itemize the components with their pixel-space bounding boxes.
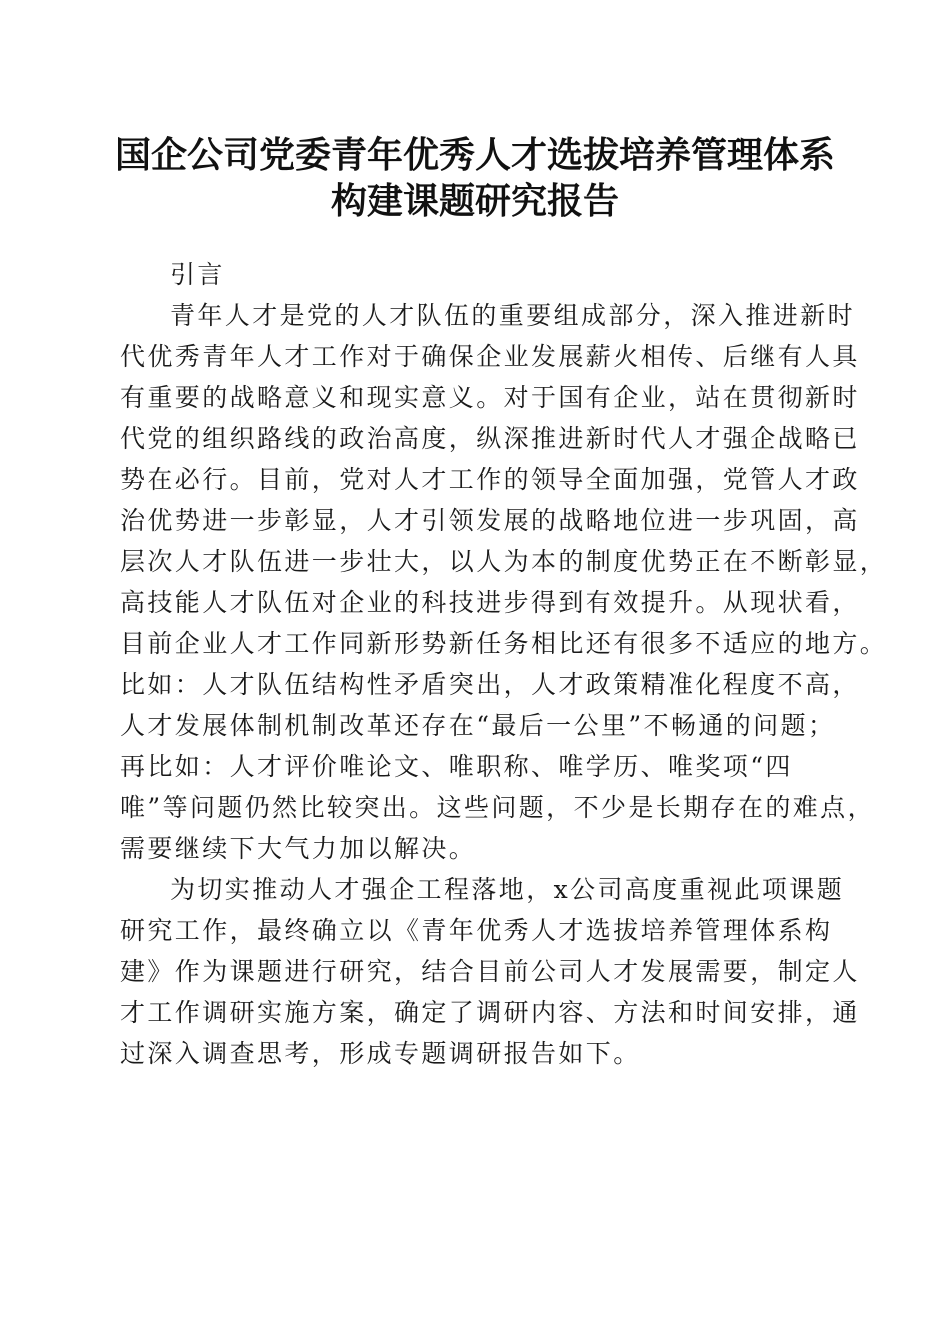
section-heading: 引言: [170, 260, 225, 289]
paragraph-1: [120, 295, 888, 869]
paragraph-line: 比如：人才队伍结构性矛盾突出，人才政策精准化程度不高，: [120, 670, 860, 699]
paragraph-line: 唯”等问题仍然比较突出。这些问题，不少是长期存在的难点，: [120, 793, 875, 822]
title-line-2: 构建课题研究报告: [330, 180, 619, 222]
paragraph-line: 人才发展体制机制改革还存在“最后一公里”不畅通的问题；: [120, 711, 836, 740]
paragraph-line: 为切实推动人才强企工程落地，x公司高度重视此项课题: [170, 875, 845, 904]
paragraph-line: 才工作调研实施方案，确定了调研内容、方法和时间安排，通: [120, 998, 860, 1027]
paragraph-line: 青年人才是党的人才队伍的重要组成部分，深入推进新时: [170, 301, 856, 330]
paragraph-line: 需要继续下大气力加以解决。: [120, 834, 477, 863]
paragraph-line: 有重要的战略意义和现实意义。对于国有企业，站在贯彻新时: [120, 383, 860, 412]
paragraph-line: 势在必行。目前，党对人才工作的领导全面加强，党管人才政: [120, 465, 860, 494]
title-line-1: 国企公司党委青年优秀人才选拔培养管理体系: [114, 134, 835, 176]
paragraph-line: 高技能人才队伍对企业的科技进步得到有效提升。从现状看，: [120, 588, 860, 617]
paragraph-line: 代优秀青年人才工作对于确保企业发展薪火相传、后继有人具: [120, 342, 860, 371]
paragraph-line: 代党的组织路线的政治高度，纵深推进新时代人才强企战略已: [120, 424, 860, 453]
paragraph-2: [120, 869, 860, 1074]
document-body: [120, 254, 888, 1074]
paragraph-line: 建》作为课题进行研究，结合目前公司人才发展需要，制定人: [120, 957, 860, 986]
paragraph-line: 层次人才队伍进一步壮大，以人为本的制度优势正在不断彰显，: [120, 547, 888, 576]
paragraph-line: 研究工作，最终确立以《青年优秀人才选拔培养管理体系构: [120, 916, 833, 945]
paragraph-line: 目前企业人才工作同新形势新任务相比还有很多不适应的地方。: [120, 629, 888, 658]
document-title: [80, 132, 870, 224]
paragraph-line: 治优势进一步彰显，人才引领发展的战略地位进一步巩固，高: [120, 506, 860, 535]
paragraph-line: 过深入调查思考，形成专题调研报告如下。: [120, 1039, 641, 1068]
paragraph-line: 再比如：人才评价唯论文、唯职称、唯学历、唯奖项“四: [120, 752, 793, 781]
